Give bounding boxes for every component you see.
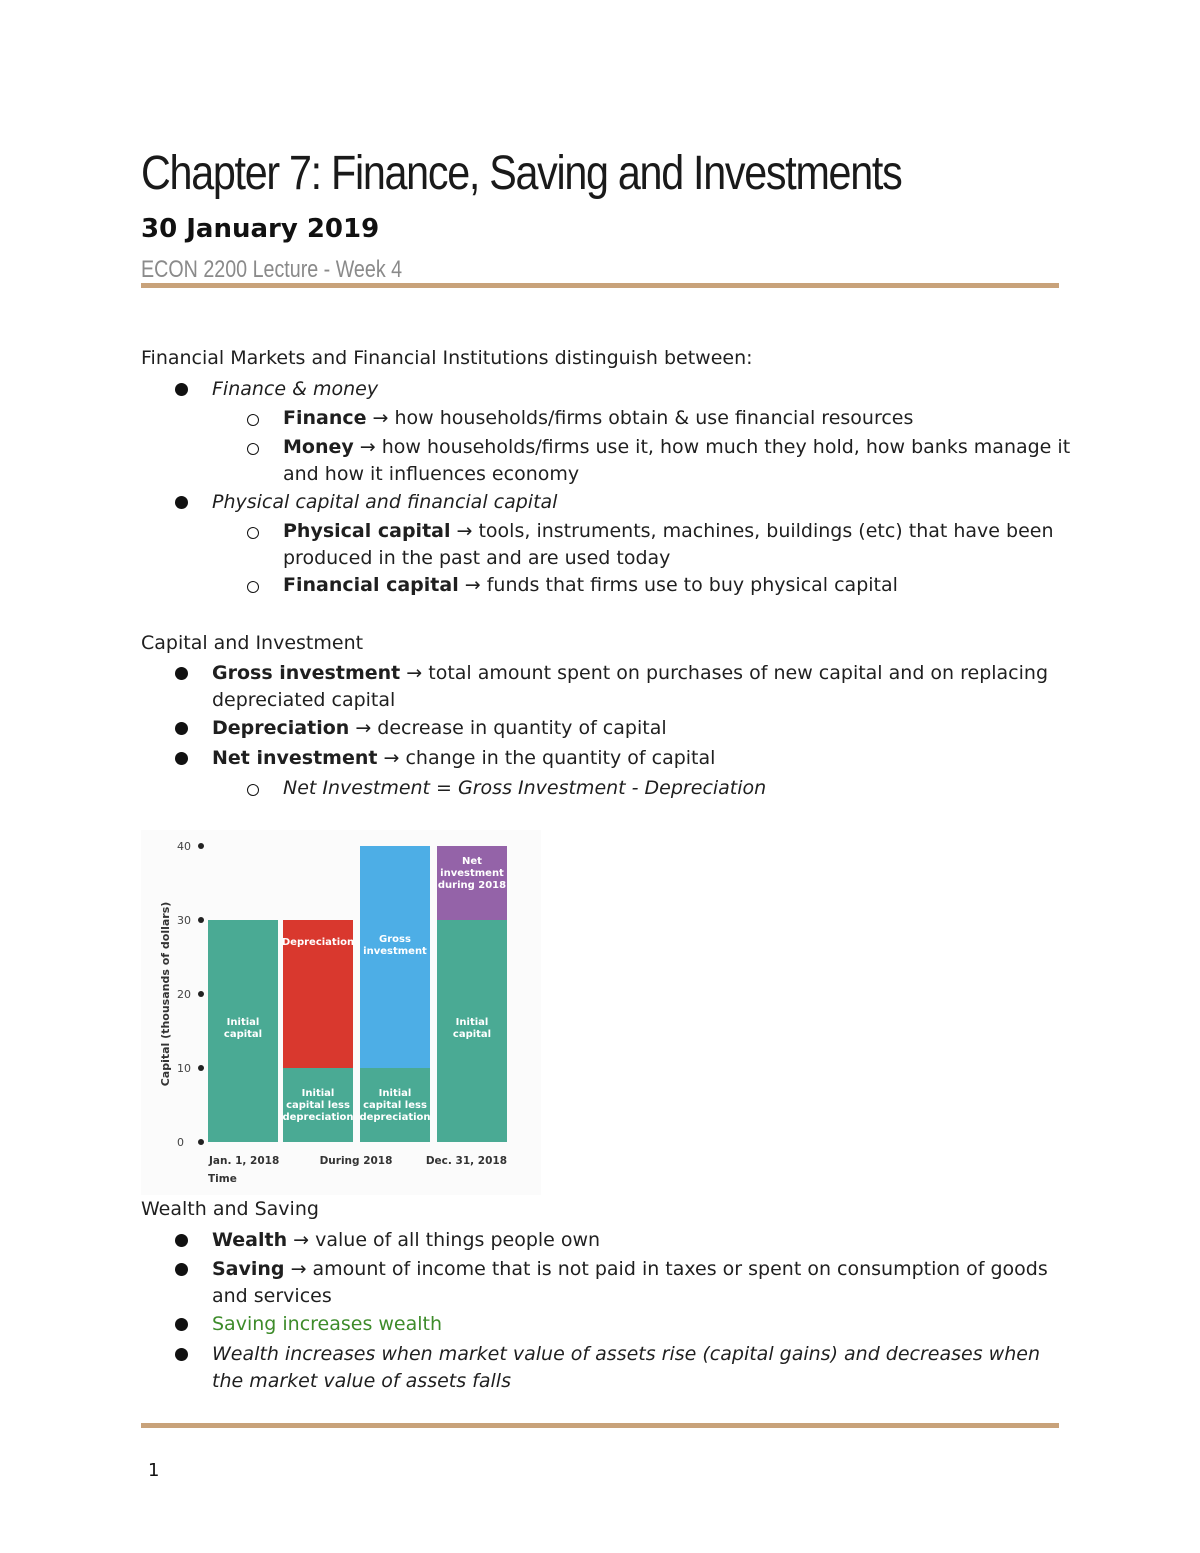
bar-segment-label: Initial (301, 1088, 335, 1099)
bar-segment-label: Gross (379, 934, 411, 946)
bar-segment-label: Initial (455, 1017, 489, 1028)
list-item: Finance → how households/firms obtain & use financial resources (283, 405, 1073, 432)
y-tick-dot (198, 843, 204, 849)
document-date: 30 January 2019 (141, 214, 380, 244)
list-item: Saving → amount of income that is not paid in taxes or spent on consumption of goods and services (212, 1256, 1072, 1310)
list-item: Saving increases wealth (212, 1311, 1072, 1338)
x-tick-label: Dec. 31, 2018 (425, 1155, 507, 1167)
circle-bullet-icon (247, 527, 259, 539)
y-tick-label: 30 (177, 914, 191, 927)
y-axis-label: Capital (thousands of dollars) (159, 901, 172, 1087)
list-item: Financial capital → funds that firms use to buy physical capital (283, 572, 1073, 599)
circle-bullet-icon (247, 414, 259, 426)
y-tick-label: 20 (177, 988, 191, 1001)
y-tick-label: 0 (177, 1136, 184, 1149)
circle-bullet-icon (247, 581, 259, 593)
list-item: Physical capital → tools, instruments, machines, buildings (etc) that have been produced in the past and are used today (283, 518, 1073, 572)
list-item: Gross investment → total amount spent on purchases of new capital and on replacing depreciated capital (212, 660, 1072, 714)
list-item: Wealth → value of all things people own (212, 1227, 1072, 1254)
bar-segment-label: Net (462, 856, 482, 867)
bullet-icon (175, 1234, 188, 1247)
bar-segment-label: capital less (363, 1100, 427, 1111)
section-heading-wealth-saving: Wealth and Saving (141, 1198, 319, 1220)
list-item: Finance & money (212, 376, 1072, 403)
bar-segment-label: capital (223, 1029, 263, 1040)
x-tick-label: During 2018 (319, 1155, 393, 1167)
bar-segment-label: Initial (226, 1017, 260, 1028)
y-tick-label: 40 (177, 840, 191, 853)
list-item: Wealth increases when market value of assets rise (capital gains) and decreases when the market value of assets falls (212, 1341, 1072, 1395)
bullet-icon (175, 667, 188, 680)
bullet-icon (175, 1263, 188, 1276)
bullet-icon (175, 752, 188, 765)
page-number: 1 (148, 1460, 160, 1481)
bar-segment-label: depreciation (282, 1112, 354, 1123)
bar-segment-label: depreciation (359, 1112, 431, 1123)
document-subtitle: ECON 2200 Lecture - Week 4 (141, 256, 403, 283)
section-heading-financial-markets: Financial Markets and Financial Institutions distinguish between: (141, 347, 753, 369)
list-item: Money → how households/firms use it, how much they hold, how banks manage it and how it influences economy (283, 434, 1073, 488)
section-heading-capital-investment: Capital and Investment (141, 632, 364, 654)
document-title: Chapter 7: Finance, Saving and Investments (141, 147, 902, 200)
circle-bullet-icon (247, 784, 259, 796)
footer-rule (141, 1423, 1059, 1428)
y-tick-dot (198, 991, 204, 997)
y-tick-dot (198, 917, 204, 923)
y-tick-dot (198, 1065, 204, 1071)
y-tick-label: 10 (177, 1062, 191, 1075)
bar-segment-label: Depreciation (281, 937, 355, 948)
bullet-icon (175, 722, 188, 735)
bar-segment-label: during 2018 (437, 880, 507, 891)
capital-investment-chart (141, 830, 541, 1195)
bar-segment-label: capital less (286, 1100, 350, 1111)
x-tick-label: Jan. 1, 2018 (209, 1155, 280, 1167)
bar-segment-label: capital (452, 1029, 492, 1040)
y-tick-dot (198, 1139, 204, 1145)
bar-segment-label: investment (363, 946, 427, 958)
list-item: Net Investment = Gross Investment - Depreciation (283, 775, 1073, 802)
bullet-icon (175, 1348, 188, 1361)
bullet-icon (175, 496, 188, 509)
header-rule (141, 283, 1059, 288)
bar-segment-label: Initial (378, 1088, 412, 1099)
list-item: Net investment → change in the quantity of capital (212, 745, 1072, 772)
circle-bullet-icon (247, 443, 259, 455)
bullet-icon (175, 1318, 188, 1331)
list-item: Physical capital and financial capital (212, 489, 1072, 516)
bar-segment-label: investment (440, 868, 504, 879)
bullet-icon (175, 383, 188, 396)
list-item: Depreciation → decrease in quantity of capital (212, 715, 1072, 742)
x-axis-label: Time (208, 1173, 237, 1185)
